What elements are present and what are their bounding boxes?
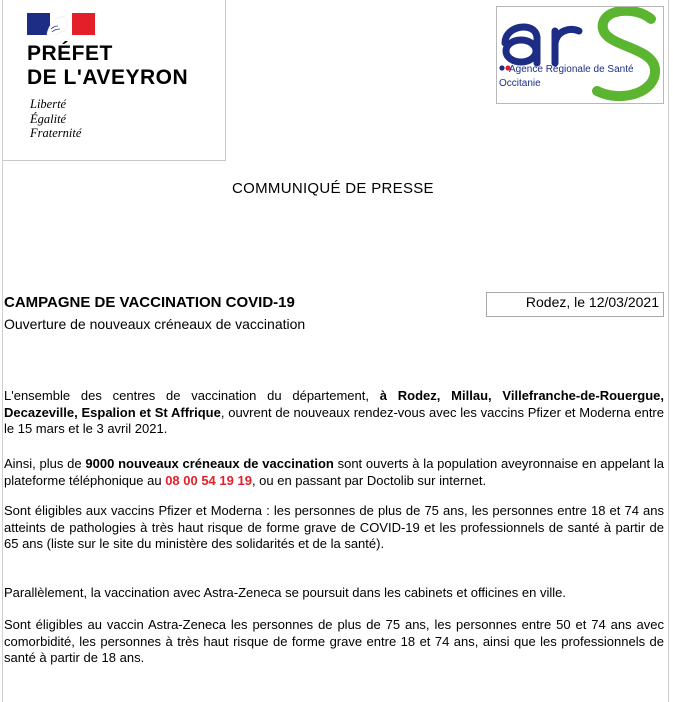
ars-logo-block (496, 6, 664, 104)
paragraph-astrazeneca-eligibility: Sont éligibles au vaccin Astra-Zeneca les personnes de plus de 75 ans, les personnes entre 50 et 74 ans avec comorbidité, les personnes à très haut risque de forme grave entre 18 et 74 ans, ainsi que les professionnels de santé à partir de 18 ans. (4, 617, 664, 665)
page-margin-right (668, 0, 669, 702)
paragraph-centers: L'ensemble des centres de vaccination du département, à Rodez, Millau, Villefranche-de-Rouergue, Decazeville, Espalion et St Affrique, ouvrent de nouveaux rendez-vous avec les vaccins Pfizer et Moderna entre le 15 mars et le 3 avril 2021. (4, 388, 664, 436)
communique-heading: COMMUNIQUÉ DE PRESSE (232, 180, 434, 197)
campaign-subtitle: Ouverture de nouveaux créneaux de vaccination (4, 316, 306, 332)
paragraph-slots: Ainsi, plus de 9000 nouveaux créneaux de vaccination sont ouverts à la population aveyronnaise en appelant la plateforme téléphonique au 08 00 54 19 19, ou en passant par Doctolib sur internet. (4, 456, 665, 488)
ars-region: Occitanie (499, 78, 541, 89)
phone-number: 08 00 54 19 19 (165, 472, 252, 488)
marianne-flag-icon (27, 13, 95, 35)
press-date: Rodez, le 12/03/2021 (525, 294, 659, 310)
campaign-title: CAMPAGNE DE VACCINATION COVID-19 (4, 294, 295, 311)
paragraph-astrazeneca: Parallèlement, la vaccination avec Astra-Zeneca se poursuit dans les cabinets et officines en ville. (4, 585, 566, 600)
paragraph-pfizer-eligibility: Sont éligibles aux vaccins Pfizer et Moderna : les personnes de plus de 75 ans, les personnes entre 18 et 74 ans atteints de pathologies à très haut risque de forme grave de COVID-19 et les professionnels de santé à partir de 65 ans (liste sur le site du ministère des solidarités et de la santé). (4, 503, 664, 551)
prefecture-logo-block (3, 0, 226, 161)
ars-agency-name: Agence Régionale de Santé (509, 64, 634, 75)
date-box (486, 292, 664, 317)
republic-motto: Liberté Égalité Fraternité (30, 97, 82, 140)
prefecture-title: PRÉFET DE L'AVEYRON (27, 42, 189, 89)
